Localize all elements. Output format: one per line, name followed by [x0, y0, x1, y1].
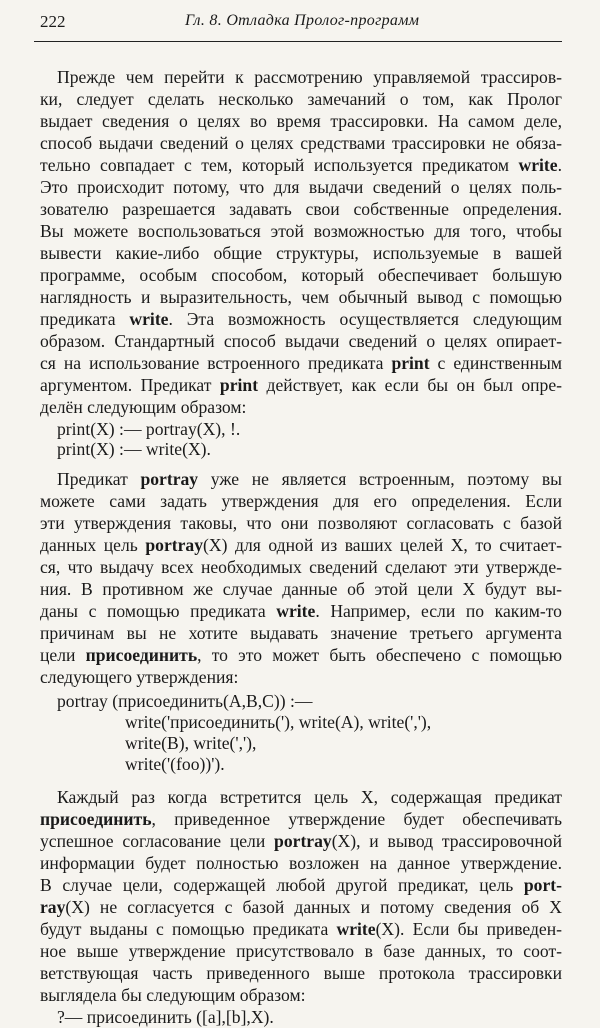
para1-line: ки, следует сделать несколько замечаний о том, как Пролог	[40, 89, 562, 109]
bold-term: port-	[523, 875, 562, 895]
bold-term: write	[518, 155, 558, 175]
para2-line: ния. В противном же случае данные об этой цели X будут вы-	[40, 579, 562, 599]
para1-line: тельно совпадает с тем, который используется предикатом write.	[40, 155, 562, 175]
para1-line: вывести какие-либо общие структуры, используемые в вашей	[40, 243, 562, 263]
para3-line: В случае цели, содержащей любой другой предикат, цель port-	[40, 875, 562, 895]
para3-line: выглядела бы следующим образом:	[40, 985, 306, 1005]
code-line: print(X) :— portray(X), !.	[57, 419, 241, 439]
page-header	[0, 0, 600, 36]
para2-line: Предикат portray уже не является встроенным, поэтому вы	[57, 469, 562, 489]
para1-line: способ выдачи сведений о целях средствами трассировки не обяза-	[40, 133, 562, 153]
para1-line: предиката write. Эта возможность осуществляется следующим	[40, 309, 562, 329]
bold-term: write	[336, 919, 376, 939]
para3-line: ное выше утверждение присутствовало в базе данных, то соот-	[40, 941, 562, 961]
bold-term: write	[276, 601, 316, 621]
running-title: Гл. 8. Отладка Пролог-программ	[185, 12, 420, 29]
para2-line: причинам вы не хотите выдавать значение третьего аргумента	[40, 623, 562, 643]
para2-line: ся, что выдачу всех необходимых сведений сделают эти утвержде-	[40, 557, 562, 577]
para3-line: ray(X) не согласуется с базой данных и потому сведения об X	[40, 897, 562, 917]
bold-term: portray	[145, 535, 204, 555]
para3-line: успешное согласование цели portray(X), и вывод трассировочной	[40, 831, 562, 851]
para2-line: данных цель portray(X) для одной из ваших целей X, то считает-	[40, 535, 562, 555]
para2-line: следующего утверждения:	[40, 667, 239, 687]
code-line: write('(foo))').	[125, 754, 225, 774]
bold-term: portray	[274, 831, 332, 851]
bold-term: print	[219, 375, 259, 395]
para1-line: аргументом. Предикат print действует, как если бы он был опре-	[40, 375, 562, 395]
para1-line: делён следующим образом:	[40, 397, 247, 417]
para1-line: ся на использование встроенного предиката print с единственным	[40, 353, 562, 373]
code-line: print(X) :— write(X).	[57, 439, 211, 459]
header-rule	[34, 41, 562, 42]
para3-line: Каждый раз когда встретится цель X, содержащая предикат	[57, 787, 562, 807]
code-line: write(B), write(','),	[125, 733, 257, 753]
page-number: 222	[40, 12, 66, 31]
para1-line: программе, особым способом, который обеспечивает большую	[40, 265, 562, 285]
code-line: portray (присоединить(A,B,C)) :—	[57, 691, 313, 711]
para3-line: присоединить, приведенное утверждение будет обеспечивать	[40, 809, 562, 829]
para2-line: даны с помощью предиката write. Например, если по каким-то	[40, 601, 562, 621]
para1-line: Вы можете воспользоваться этой возможностью для того, чтобы	[40, 221, 562, 241]
para2-line: эти утверждения таковы, что они позволяют согласовать с базой	[40, 513, 562, 533]
para1-line: наглядность и выразительность, чем обычный вывод с помощью	[40, 287, 562, 307]
para1-line: выдает сведения о целях во время трассировки. На самом деле,	[40, 111, 562, 131]
bold-term: ray	[40, 897, 66, 917]
bold-term: print	[391, 353, 430, 373]
para1-line: Это происходит потому, что для выдачи сведений о целях поль-	[40, 177, 562, 197]
code-line: write('присоединить('), write(A), write(','),	[125, 712, 432, 732]
para2-line: цели присоединить, то это может быть обеспечено с помощью	[40, 645, 562, 665]
bold-term: write	[129, 309, 169, 329]
para3-line: будут выданы с помощью предиката write(X). Если бы приведен-	[40, 919, 563, 939]
bold-term: присоединить	[40, 809, 152, 829]
code-line: ?— присоединить ([a],[b],X).	[57, 1007, 274, 1027]
para3-line: информации будет полностью возложен на данное утверждение.	[40, 853, 562, 873]
para1-line: образом. Стандартный способ выдачи сведений о целях опирает-	[40, 331, 562, 351]
bold-term: присоединить	[85, 645, 198, 665]
para1-line: зователю разрешается задавать свои собственные определения.	[40, 199, 562, 219]
para1-line: Прежде чем перейти к рассмотрению управляемой трассиров-	[57, 67, 562, 87]
para3-line: ветствующая часть приведенного выше протокола трассировки	[40, 963, 562, 983]
para2-line: можете сами задать утверждения для его определения. Если	[40, 491, 562, 511]
bold-term: portray	[140, 469, 199, 489]
